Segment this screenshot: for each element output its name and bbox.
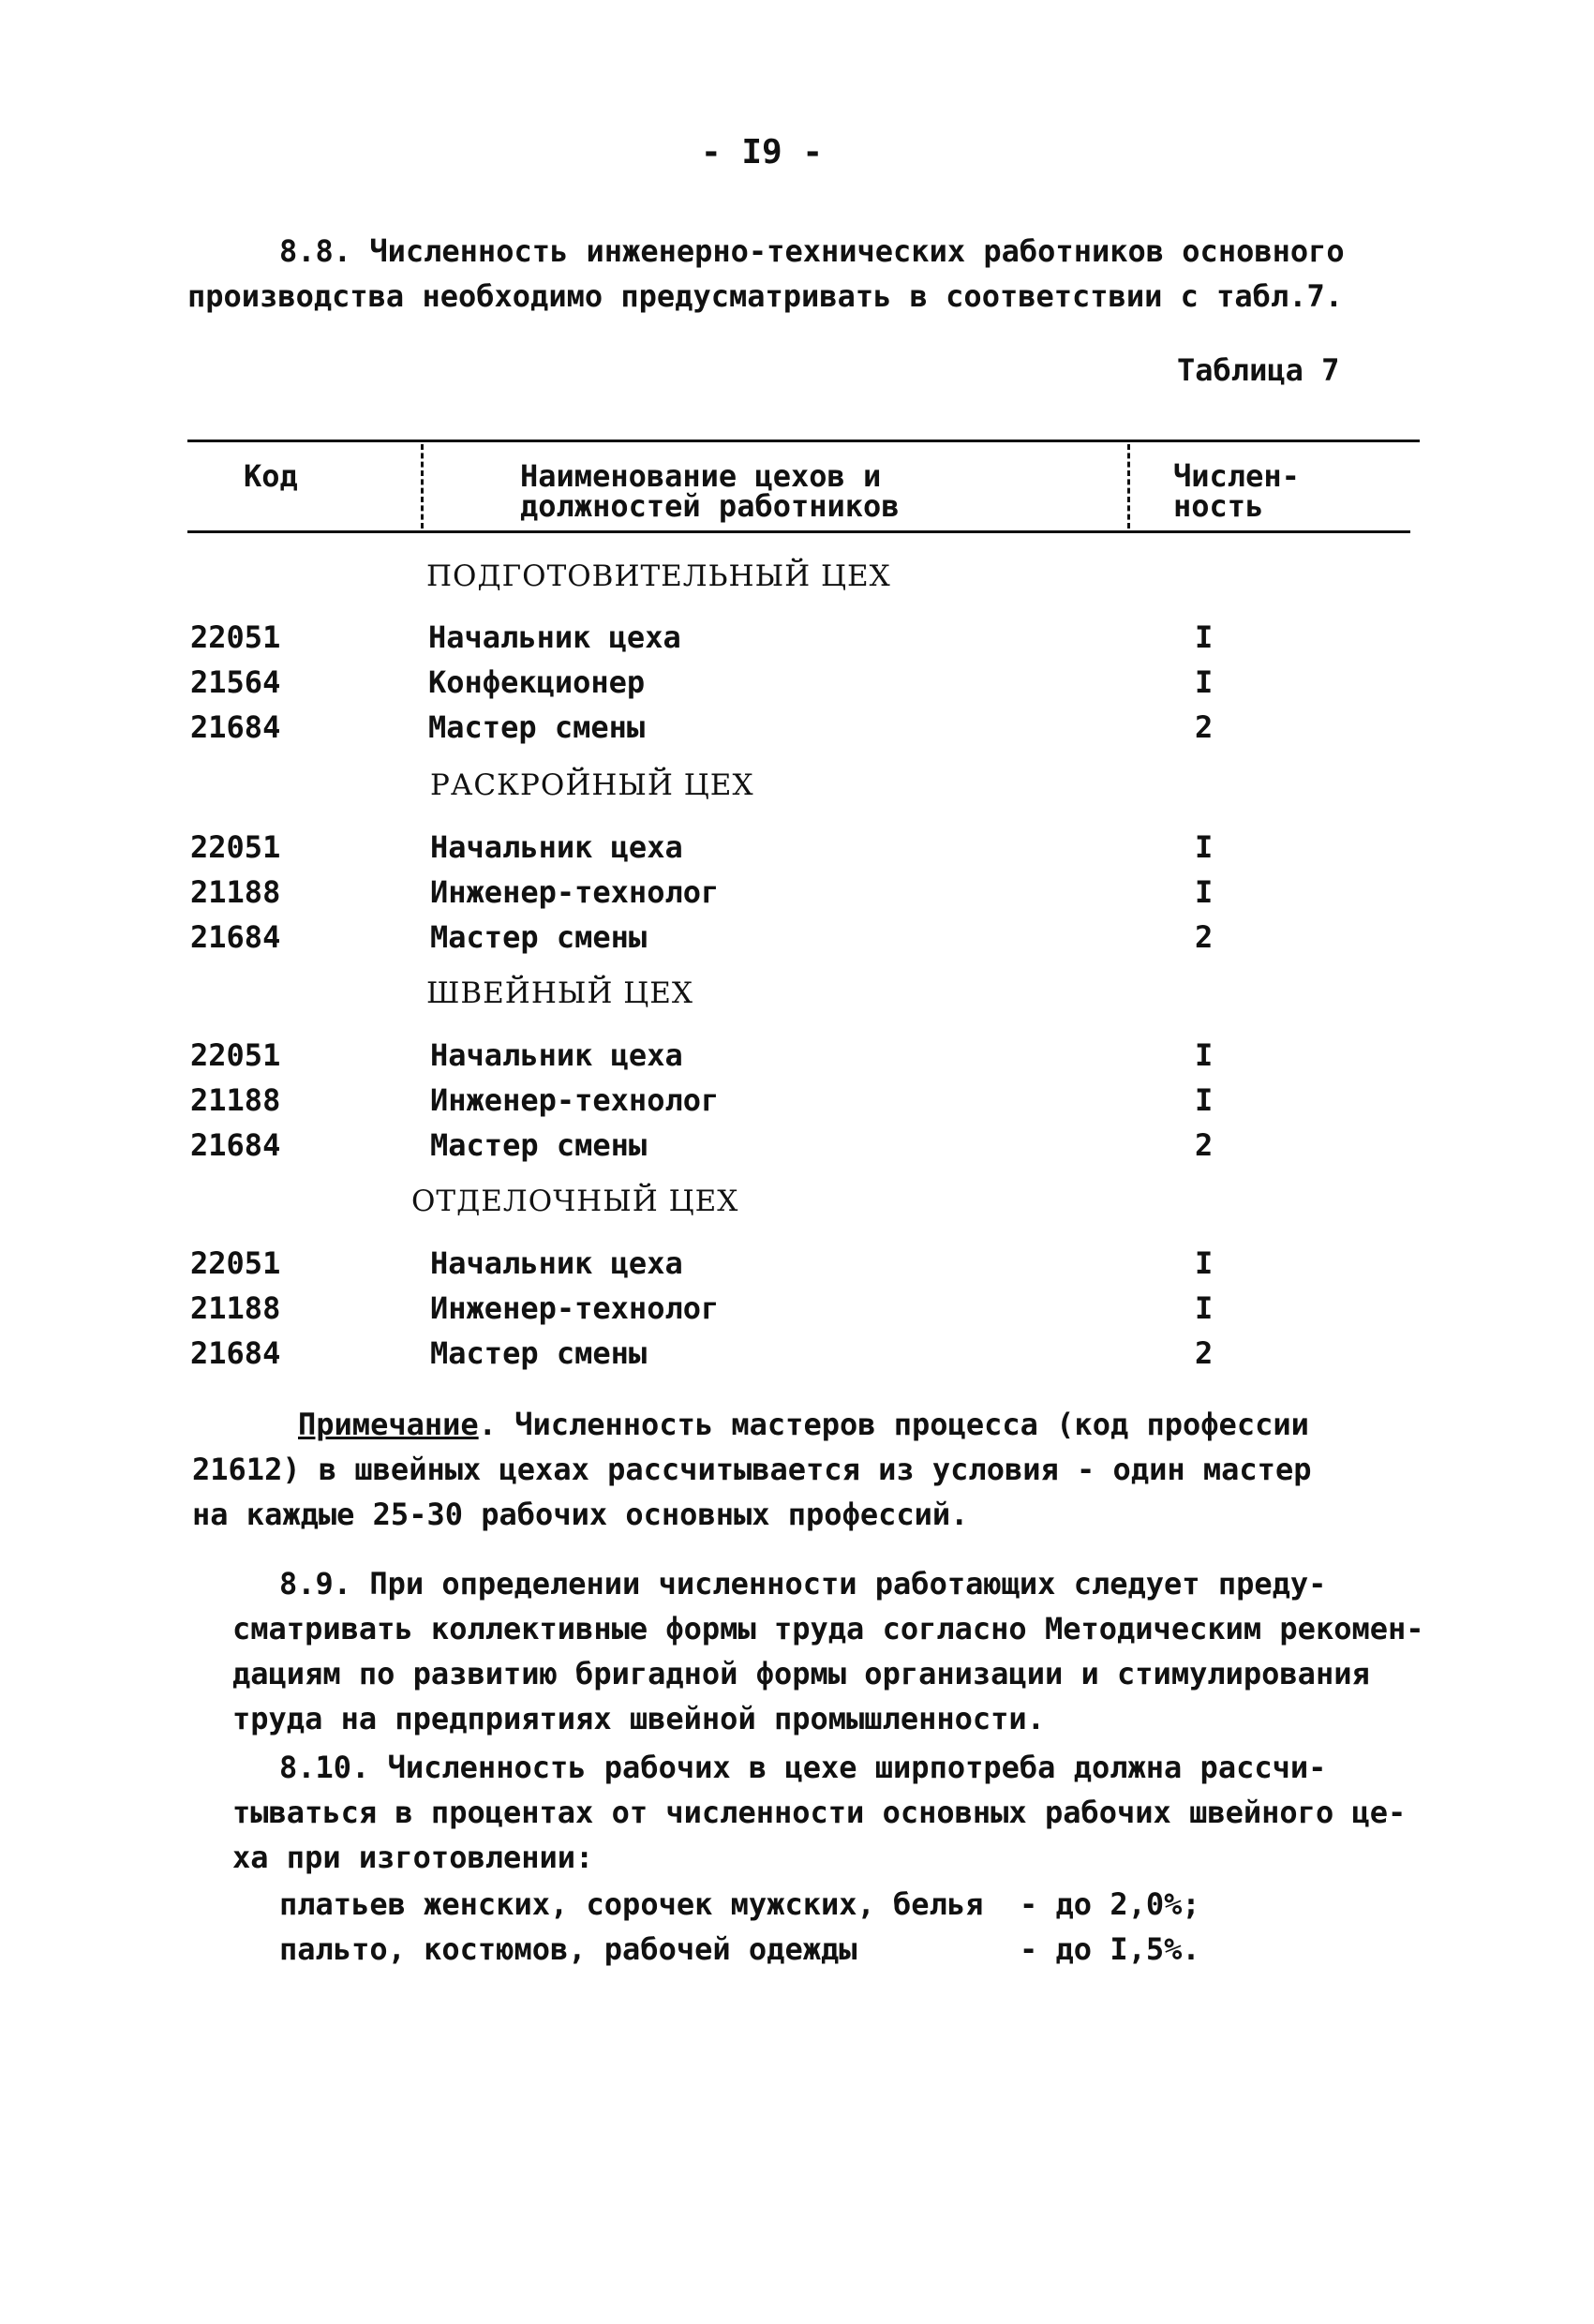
row-count: I [1195, 1037, 1214, 1073]
section-8-8-line1: 8.8. Численность инженерно-технических работников основного [279, 233, 1345, 269]
list-item-value: - до 2,0%; [1020, 1886, 1200, 1922]
row-name: Мастер смены [430, 919, 648, 955]
row-code: 21684 [190, 709, 281, 745]
row-count: I [1195, 874, 1214, 910]
row-count: 2 [1195, 919, 1214, 955]
row-count: I [1195, 829, 1214, 865]
row-count: 2 [1195, 1335, 1214, 1371]
header-count-line2: ность [1173, 488, 1264, 524]
row-code: 21684 [190, 1127, 281, 1163]
list-item-text: пальто, костюмов, рабочей одежды [279, 1931, 857, 1967]
row-count: 2 [1195, 709, 1214, 745]
row-code: 21188 [190, 1290, 281, 1326]
table-label: Таблица 7 [1177, 352, 1340, 388]
page-number: - I9 - [701, 133, 824, 171]
note-line3: на каждые 25-30 рабочих основных профессий. [192, 1497, 969, 1532]
section-8-9-line2: сматривать коллективные формы труда согласно Методическим рекомен- [232, 1611, 1424, 1646]
section-title: ПОДГОТОВИТЕЛЬНЫЙ ЦЕХ [426, 559, 891, 593]
note-line2: 21612) в швейных цехах рассчитывается из условия - один мастер [192, 1452, 1312, 1487]
row-name: Начальник цеха [430, 1037, 683, 1073]
header-name-line2: должностей работников [520, 488, 900, 524]
section-8-10-line1: 8.10. Численность рабочих в цехе ширпотреба должна рассчи- [279, 1750, 1327, 1785]
row-name: Инженер-технолог [430, 874, 720, 910]
row-name: Инженер-технолог [430, 1290, 720, 1326]
row-code: 21188 [190, 874, 281, 910]
row-name: Мастер смены [430, 1127, 648, 1163]
row-code: 22051 [190, 1037, 281, 1073]
row-code: 21684 [190, 1335, 281, 1371]
list-item-text: платьев женских, сорочек мужских, белья [279, 1886, 984, 1922]
row-count: I [1195, 664, 1214, 700]
list-item-value: - до I,5%. [1020, 1931, 1200, 1967]
section-8-9-line1: 8.9. При определении численности работающих следует преду- [279, 1566, 1327, 1601]
row-name: Начальник цеха [430, 1245, 683, 1281]
section-8-10-line2: тываться в процентах от численности основных рабочих швейного це- [232, 1795, 1407, 1830]
header-divider-left [421, 444, 424, 529]
table-header-rule [187, 530, 1410, 533]
row-count: I [1195, 1245, 1214, 1281]
row-code: 21684 [190, 919, 281, 955]
row-count: I [1195, 1082, 1214, 1118]
section-title: ОТДЕЛОЧНЫЙ ЦЕХ [411, 1184, 739, 1218]
row-count: I [1195, 1290, 1214, 1326]
header-code: Код [244, 458, 298, 494]
section-title: ШВЕЙНЫЙ ЦЕХ [426, 976, 693, 1010]
row-count: 2 [1195, 1127, 1214, 1163]
row-code: 22051 [190, 829, 281, 865]
row-code: 21188 [190, 1082, 281, 1118]
row-name: Мастер смены [428, 709, 646, 745]
note-line1-text: . Численность мастеров процесса (код профессии [478, 1407, 1309, 1442]
note-label: Примечание [298, 1407, 479, 1442]
header-divider-right [1127, 444, 1130, 529]
note-line1 [298, 1406, 1309, 1443]
section-8-9-line4: труда на предприятиях швейной промышленности. [232, 1701, 1045, 1736]
row-name: Конфекционер [428, 664, 646, 700]
row-name: Мастер смены [430, 1335, 648, 1371]
section-8-10-line3: ха при изготовлении: [232, 1840, 594, 1875]
row-name: Инженер-технолог [430, 1082, 720, 1118]
row-count: I [1195, 619, 1214, 655]
row-name: Начальник цеха [430, 829, 683, 865]
section-8-8-line2: производства необходимо предусматривать в соответствии с табл.7. [187, 278, 1343, 314]
row-code: 22051 [190, 619, 281, 655]
section-title: РАСКРОЙНЫЙ ЦЕХ [430, 768, 754, 802]
table-top-rule [187, 439, 1420, 442]
row-code: 22051 [190, 1245, 281, 1281]
section-8-9-line3: дациям по развитию бригадной формы организации и стимулирования [232, 1656, 1370, 1691]
row-code: 21564 [190, 664, 281, 700]
row-name: Начальник цеха [428, 619, 681, 655]
header-count-line1: Числен- [1173, 458, 1300, 494]
header-name-line1: Наименование цехов и [520, 458, 882, 494]
